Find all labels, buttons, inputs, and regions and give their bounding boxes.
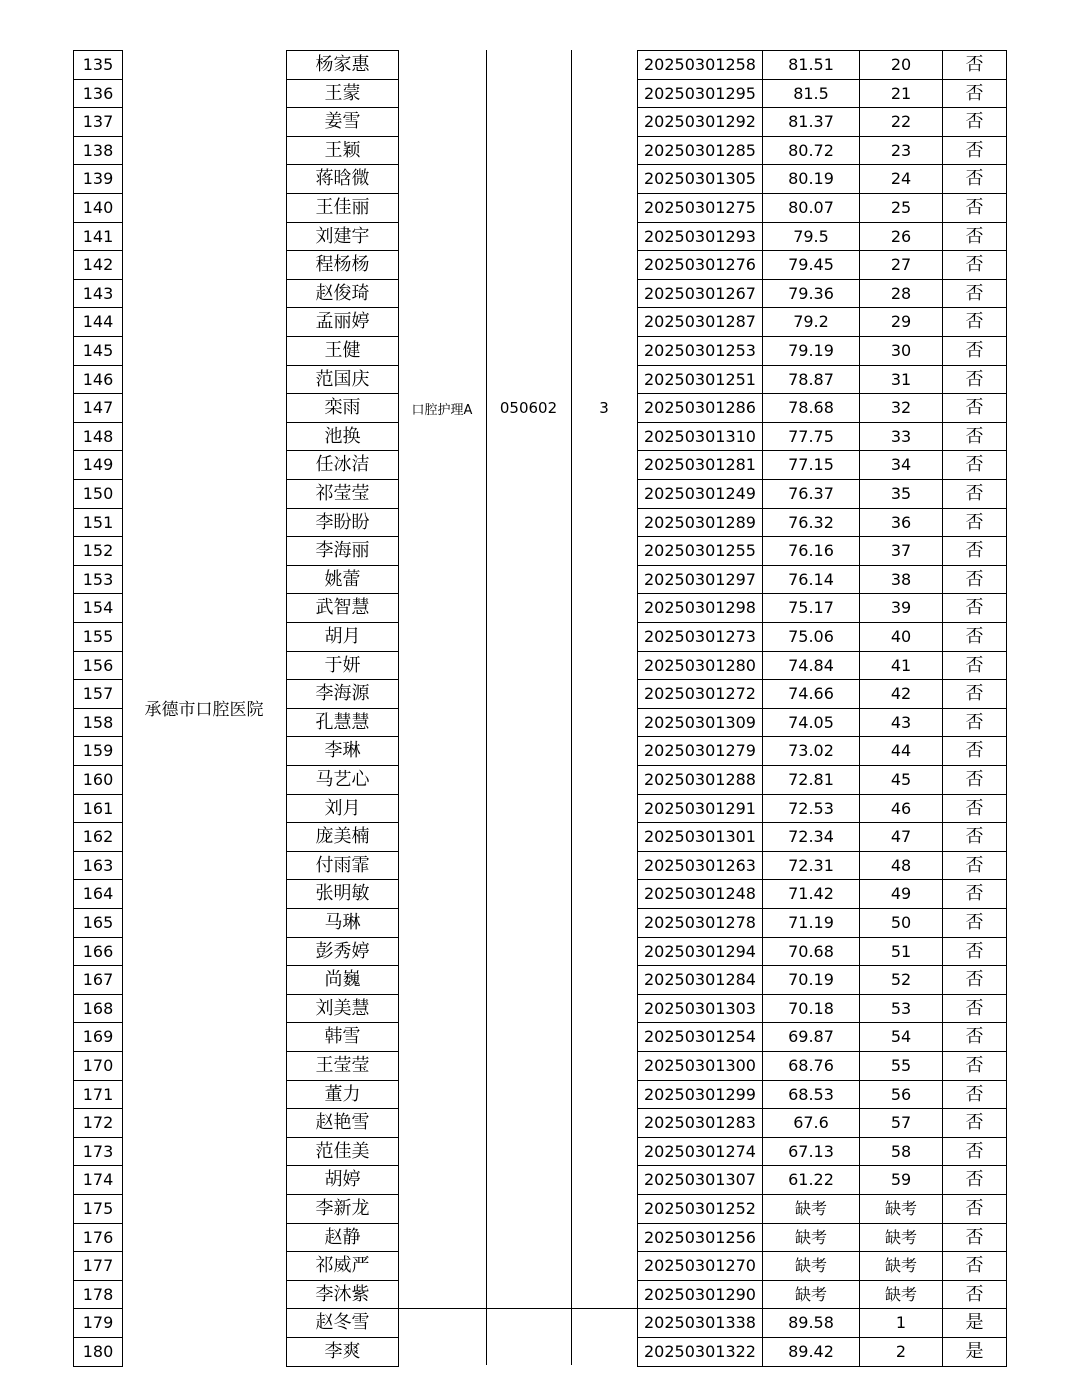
score-cell: 68.76 (762, 1051, 860, 1081)
score-cell: 69.87 (762, 1022, 860, 1052)
score-cell: 79.19 (762, 336, 860, 366)
interview-flag-cell: 否 (942, 365, 1007, 394)
rank-cell: 54 (859, 1022, 943, 1052)
interview-flag-cell: 否 (942, 107, 1007, 137)
rank-cell: 26 (859, 222, 943, 251)
rank-cell: 46 (859, 794, 943, 823)
exam-id-cell: 20250301288 (637, 765, 763, 795)
candidate-name-cell: 范国庆 (286, 365, 399, 394)
interview-flag-cell: 否 (942, 765, 1007, 795)
row-number-cell: 147 (73, 393, 123, 423)
score-cell: 77.75 (762, 422, 860, 451)
candidate-name-cell: 王健 (286, 336, 399, 366)
candidate-name-cell: 于妍 (286, 651, 399, 680)
interview-flag-cell: 否 (942, 1022, 1007, 1052)
rank-cell: 49 (859, 879, 943, 909)
rank-cell: 48 (859, 851, 943, 880)
row-number-cell: 162 (73, 822, 123, 852)
exam-id-cell: 20250301275 (637, 193, 763, 223)
score-cell: 70.68 (762, 937, 860, 966)
score-cell: 75.06 (762, 622, 860, 652)
row-number-cell: 173 (73, 1137, 123, 1166)
interview-flag-cell: 否 (942, 479, 1007, 509)
candidate-name-cell: 程杨杨 (286, 250, 399, 280)
row-number-cell: 164 (73, 879, 123, 909)
exam-id-cell: 20250301299 (637, 1080, 763, 1109)
exam-id-cell: 20250301274 (637, 1137, 763, 1166)
rank-cell: 58 (859, 1137, 943, 1166)
exam-id-cell: 20250301251 (637, 365, 763, 394)
rank-cell: 53 (859, 994, 943, 1023)
rank-cell: 缺考 (859, 1251, 943, 1281)
row-number-cell: 156 (73, 651, 123, 680)
interview-flag-cell: 否 (942, 622, 1007, 652)
interview-flag-cell: 否 (942, 1108, 1007, 1138)
candidate-name-cell: 赵艳雪 (286, 1108, 399, 1138)
score-cell: 81.37 (762, 107, 860, 137)
row-number-cell: 170 (73, 1051, 123, 1081)
candidate-name-cell: 赵冬雪 (286, 1308, 399, 1338)
rank-cell: 55 (859, 1051, 943, 1081)
exam-id-cell: 20250301258 (637, 50, 763, 80)
row-number-cell: 144 (73, 307, 123, 337)
rank-cell: 52 (859, 965, 943, 995)
exam-id-cell: 20250301310 (637, 422, 763, 451)
interview-flag-cell: 否 (942, 1080, 1007, 1109)
interview-flag-cell: 否 (942, 879, 1007, 909)
rank-cell: 41 (859, 651, 943, 680)
score-cell: 76.32 (762, 508, 860, 537)
rank-cell: 20 (859, 50, 943, 80)
row-number-cell: 137 (73, 107, 123, 137)
interview-flag-cell: 否 (942, 822, 1007, 852)
candidate-name-cell: 孟丽婷 (286, 307, 399, 337)
score-cell: 77.15 (762, 450, 860, 480)
candidate-name-cell: 李海源 (286, 679, 399, 709)
candidate-name-cell: 马艺心 (286, 765, 399, 795)
rank-cell: 缺考 (859, 1223, 943, 1252)
score-cell: 76.16 (762, 536, 860, 566)
exam-id-cell: 20250301290 (637, 1280, 763, 1309)
candidate-name-cell: 李沐紫 (286, 1280, 399, 1309)
row-number-cell: 136 (73, 79, 123, 108)
rank-cell: 22 (859, 107, 943, 137)
score-cell: 80.07 (762, 193, 860, 223)
candidate-name-cell: 王蒙 (286, 79, 399, 108)
exam-id-cell: 20250301254 (637, 1022, 763, 1052)
interview-flag-cell: 是 (942, 1337, 1007, 1367)
row-number-cell: 149 (73, 450, 123, 480)
row-number-cell: 145 (73, 336, 123, 366)
exam-id-cell: 20250301338 (637, 1308, 763, 1338)
candidate-name-cell: 彭秀婷 (286, 937, 399, 966)
row-number-cell: 171 (73, 1080, 123, 1109)
score-cell: 76.14 (762, 565, 860, 594)
candidate-name-cell: 池换 (286, 422, 399, 451)
interview-flag-cell: 否 (942, 222, 1007, 251)
row-number-cell: 177 (73, 1251, 123, 1281)
exam-id-cell: 20250301280 (637, 651, 763, 680)
candidate-name-cell: 张明敏 (286, 879, 399, 909)
interview-flag-cell: 是 (942, 1308, 1007, 1338)
interview-flag-cell: 否 (942, 1194, 1007, 1224)
candidate-name-cell: 祁威严 (286, 1251, 399, 1281)
exam-id-cell: 20250301300 (637, 1051, 763, 1081)
exam-id-cell: 20250301253 (637, 336, 763, 366)
score-cell: 缺考 (762, 1280, 860, 1309)
hospital-name: 承德市口腔医院 (144, 700, 264, 720)
score-cell: 72.53 (762, 794, 860, 823)
exam-id-cell: 20250301267 (637, 279, 763, 308)
row-number-cell: 167 (73, 965, 123, 995)
grid-line (398, 1308, 637, 1309)
exam-id-cell: 20250301279 (637, 736, 763, 766)
score-cell: 71.42 (762, 879, 860, 909)
score-cell: 76.37 (762, 479, 860, 509)
row-number-cell: 142 (73, 250, 123, 280)
score-cell: 61.22 (762, 1165, 860, 1195)
candidate-name-cell: 尚巍 (286, 965, 399, 995)
exam-id-cell: 20250301309 (637, 708, 763, 737)
candidate-name-cell: 杨家惠 (286, 50, 399, 80)
score-cell: 89.58 (762, 1308, 860, 1338)
exam-id-cell: 20250301252 (637, 1194, 763, 1224)
interview-flag-cell: 否 (942, 1051, 1007, 1081)
candidate-name-cell: 付雨霏 (286, 851, 399, 880)
row-number-cell: 157 (73, 679, 123, 709)
row-number-cell: 168 (73, 994, 123, 1023)
rank-cell: 47 (859, 822, 943, 852)
row-number-cell: 158 (73, 708, 123, 737)
row-number-cell: 175 (73, 1194, 123, 1224)
row-number-cell: 176 (73, 1223, 123, 1252)
interview-flag-cell: 否 (942, 393, 1007, 423)
interview-flag-cell: 否 (942, 1280, 1007, 1309)
position-name: 口腔护理A (411, 402, 473, 418)
candidate-name-cell: 李海丽 (286, 536, 399, 566)
candidate-name-cell: 胡婷 (286, 1165, 399, 1195)
exam-id-cell: 20250301285 (637, 136, 763, 165)
row-number-cell: 159 (73, 736, 123, 766)
candidate-name-cell: 李盼盼 (286, 508, 399, 537)
score-cell: 70.18 (762, 994, 860, 1023)
rank-cell: 1 (859, 1308, 943, 1338)
rank-cell: 43 (859, 708, 943, 737)
interview-flag-cell: 否 (942, 1223, 1007, 1252)
candidate-name-cell: 孔慧慧 (286, 708, 399, 737)
candidate-name-cell: 武智慧 (286, 593, 399, 623)
score-cell: 72.34 (762, 822, 860, 852)
exam-id-cell: 20250301305 (637, 164, 763, 194)
row-number-cell: 140 (73, 193, 123, 223)
rank-cell: 33 (859, 422, 943, 451)
row-number-cell: 160 (73, 765, 123, 795)
rank-cell: 缺考 (859, 1280, 943, 1309)
candidate-name-cell: 李爽 (286, 1337, 399, 1367)
exam-id-cell: 20250301293 (637, 222, 763, 251)
interview-flag-cell: 否 (942, 336, 1007, 366)
rank-cell: 38 (859, 565, 943, 594)
grid-line (486, 50, 487, 1365)
exam-id-cell: 20250301289 (637, 508, 763, 537)
score-cell: 80.72 (762, 136, 860, 165)
rank-cell: 25 (859, 193, 943, 223)
score-cell: 67.6 (762, 1108, 860, 1138)
candidate-name-cell: 刘美慧 (286, 994, 399, 1023)
row-number-cell: 169 (73, 1022, 123, 1052)
row-number-cell: 150 (73, 479, 123, 509)
interview-flag-cell: 否 (942, 450, 1007, 480)
rank-cell: 50 (859, 908, 943, 938)
rank-cell: 31 (859, 365, 943, 394)
candidate-name-cell: 赵俊琦 (286, 279, 399, 308)
interview-flag-cell: 否 (942, 422, 1007, 451)
exam-id-cell: 20250301298 (637, 593, 763, 623)
rank-cell: 40 (859, 622, 943, 652)
exam-id-cell: 20250301287 (637, 307, 763, 337)
candidate-name-cell: 马琳 (286, 908, 399, 938)
exam-id-cell: 20250301284 (637, 965, 763, 995)
score-cell: 89.42 (762, 1337, 860, 1367)
interview-flag-cell: 否 (942, 279, 1007, 308)
exam-id-cell: 20250301270 (637, 1251, 763, 1281)
interview-flag-cell: 否 (942, 937, 1007, 966)
exam-id-cell: 20250301301 (637, 822, 763, 852)
score-cell: 75.17 (762, 593, 860, 623)
rank-cell: 51 (859, 937, 943, 966)
position-code: 050602 (499, 399, 558, 417)
exam-id-cell: 20250301256 (637, 1223, 763, 1252)
interview-flag-cell: 否 (942, 965, 1007, 995)
exam-id-cell: 20250301292 (637, 107, 763, 137)
exam-id-cell: 20250301283 (637, 1108, 763, 1138)
row-number-cell: 161 (73, 794, 123, 823)
exam-id-cell: 20250301294 (637, 937, 763, 966)
interview-flag-cell: 否 (942, 508, 1007, 537)
candidate-name-cell: 栾雨 (286, 393, 399, 423)
interview-flag-cell: 否 (942, 565, 1007, 594)
rank-cell: 缺考 (859, 1194, 943, 1224)
interview-flag-cell: 否 (942, 908, 1007, 938)
row-number-cell: 154 (73, 593, 123, 623)
row-number-cell: 155 (73, 622, 123, 652)
interview-flag-cell: 否 (942, 651, 1007, 680)
exam-id-cell: 20250301248 (637, 879, 763, 909)
exam-id-cell: 20250301249 (637, 479, 763, 509)
row-number-cell: 172 (73, 1108, 123, 1138)
interview-flag-cell: 否 (942, 164, 1007, 194)
exam-id-cell: 20250301272 (637, 679, 763, 709)
rank-cell: 32 (859, 393, 943, 423)
exam-id-cell: 20250301322 (637, 1337, 763, 1367)
score-cell: 79.45 (762, 250, 860, 280)
candidate-name-cell: 蒋晗微 (286, 164, 399, 194)
exam-id-cell: 20250301255 (637, 536, 763, 566)
row-number-cell: 166 (73, 937, 123, 966)
exam-id-cell: 20250301276 (637, 250, 763, 280)
score-cell: 71.19 (762, 908, 860, 938)
rank-cell: 24 (859, 164, 943, 194)
candidate-name-cell: 赵静 (286, 1223, 399, 1252)
rank-cell: 21 (859, 79, 943, 108)
interview-flag-cell: 否 (942, 1137, 1007, 1166)
rank-cell: 34 (859, 450, 943, 480)
exam-id-cell: 20250301297 (637, 565, 763, 594)
exam-id-cell: 20250301263 (637, 851, 763, 880)
score-cell: 78.68 (762, 393, 860, 423)
row-number-cell: 151 (73, 508, 123, 537)
interview-flag-cell: 否 (942, 79, 1007, 108)
row-number-cell: 179 (73, 1308, 123, 1338)
candidate-name-cell: 姜雪 (286, 107, 399, 137)
rank-cell: 44 (859, 736, 943, 766)
candidate-name-cell: 韩雪 (286, 1022, 399, 1052)
candidate-name-cell: 刘建宇 (286, 222, 399, 251)
candidate-name-cell: 刘月 (286, 794, 399, 823)
candidate-name-cell: 祁莹莹 (286, 479, 399, 509)
candidate-name-cell: 姚蕾 (286, 565, 399, 594)
interview-flag-cell: 否 (942, 136, 1007, 165)
score-cell: 81.51 (762, 50, 860, 80)
rank-cell: 23 (859, 136, 943, 165)
exam-id-cell: 20250301273 (637, 622, 763, 652)
exam-id-cell: 20250301286 (637, 393, 763, 423)
rank-cell: 28 (859, 279, 943, 308)
exam-id-cell: 20250301291 (637, 794, 763, 823)
rank-cell: 42 (859, 679, 943, 709)
score-cell: 79.2 (762, 307, 860, 337)
candidate-name-cell: 王颖 (286, 136, 399, 165)
exam-id-cell: 20250301281 (637, 450, 763, 480)
score-cell: 73.02 (762, 736, 860, 766)
exam-id-cell: 20250301278 (637, 908, 763, 938)
row-number-cell: 153 (73, 565, 123, 594)
candidate-name-cell: 王莹莹 (286, 1051, 399, 1081)
score-cell: 74.05 (762, 708, 860, 737)
interview-flag-cell: 否 (942, 851, 1007, 880)
candidate-name-cell: 任冰洁 (286, 450, 399, 480)
interview-flag-cell: 否 (942, 736, 1007, 766)
row-number-cell: 163 (73, 851, 123, 880)
rank-cell: 39 (859, 593, 943, 623)
rank-cell: 30 (859, 336, 943, 366)
row-number-cell: 139 (73, 164, 123, 194)
score-cell: 67.13 (762, 1137, 860, 1166)
interview-flag-cell: 否 (942, 1251, 1007, 1281)
rank-cell: 27 (859, 250, 943, 280)
score-cell: 72.31 (762, 851, 860, 880)
row-number-cell: 174 (73, 1165, 123, 1195)
interview-flag-cell: 否 (942, 307, 1007, 337)
rank-cell: 2 (859, 1337, 943, 1367)
interview-flag-cell: 否 (942, 1165, 1007, 1195)
candidate-name-cell: 胡月 (286, 622, 399, 652)
interview-flag-cell: 否 (942, 593, 1007, 623)
candidate-name-cell: 李新龙 (286, 1194, 399, 1224)
recruit-count: 3 (599, 399, 609, 417)
row-number-cell: 165 (73, 908, 123, 938)
row-number-cell: 146 (73, 365, 123, 394)
score-cell: 72.81 (762, 765, 860, 795)
score-cell: 80.19 (762, 164, 860, 194)
score-cell: 缺考 (762, 1251, 860, 1281)
score-cell: 79.5 (762, 222, 860, 251)
row-number-cell: 148 (73, 422, 123, 451)
interview-flag-cell: 否 (942, 536, 1007, 566)
interview-flag-cell: 否 (942, 708, 1007, 737)
candidate-name-cell: 董力 (286, 1080, 399, 1109)
interview-flag-cell: 否 (942, 50, 1007, 80)
rank-cell: 45 (859, 765, 943, 795)
score-cell: 74.66 (762, 679, 860, 709)
interview-flag-cell: 否 (942, 193, 1007, 223)
candidate-name-cell: 范佳美 (286, 1137, 399, 1166)
score-cell: 68.53 (762, 1080, 860, 1109)
score-cell: 78.87 (762, 365, 860, 394)
interview-flag-cell: 否 (942, 794, 1007, 823)
score-cell: 79.36 (762, 279, 860, 308)
interview-flag-cell: 否 (942, 994, 1007, 1023)
interview-flag-cell: 否 (942, 679, 1007, 709)
candidate-name-cell: 王佳丽 (286, 193, 399, 223)
rank-cell: 37 (859, 536, 943, 566)
interview-flag-cell: 否 (942, 250, 1007, 280)
score-cell: 81.5 (762, 79, 860, 108)
exam-id-cell: 20250301303 (637, 994, 763, 1023)
score-cell: 74.84 (762, 651, 860, 680)
rank-cell: 36 (859, 508, 943, 537)
exam-id-cell: 20250301295 (637, 79, 763, 108)
row-number-cell: 135 (73, 50, 123, 80)
rank-cell: 35 (859, 479, 943, 509)
row-number-cell: 138 (73, 136, 123, 165)
row-number-cell: 180 (73, 1337, 123, 1367)
candidate-name-cell: 庞美楠 (286, 822, 399, 852)
row-number-cell: 141 (73, 222, 123, 251)
score-cell: 缺考 (762, 1223, 860, 1252)
rank-cell: 56 (859, 1080, 943, 1109)
grid-line (571, 50, 572, 1365)
rank-cell: 59 (859, 1165, 943, 1195)
score-cell: 70.19 (762, 965, 860, 995)
rank-cell: 29 (859, 307, 943, 337)
row-number-cell: 178 (73, 1280, 123, 1309)
candidate-name-cell: 李琳 (286, 736, 399, 766)
row-number-cell: 152 (73, 536, 123, 566)
rank-cell: 57 (859, 1108, 943, 1138)
row-number-cell: 143 (73, 279, 123, 308)
score-cell: 缺考 (762, 1194, 860, 1224)
exam-id-cell: 20250301307 (637, 1165, 763, 1195)
